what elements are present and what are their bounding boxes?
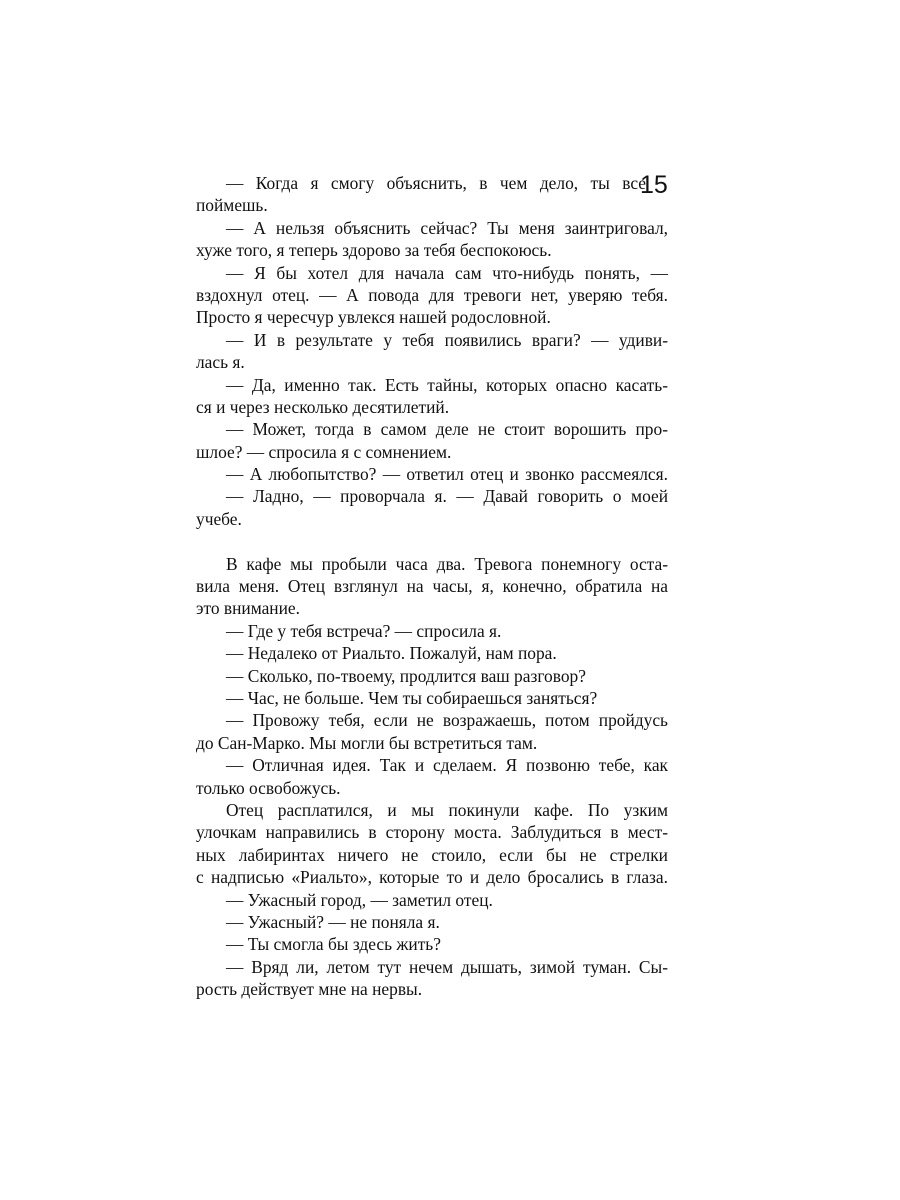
text-line: Отец расплатился, и мы покинули кафе. По узким xyxy=(226,799,668,820)
text-line: — Провожу тебя, если не возражаешь, потом пройдусь xyxy=(226,710,668,731)
text-line: это внимание. xyxy=(196,598,300,619)
text-line: — Вряд ли, летом тут нечем дышать, зимой туман. Сы- xyxy=(226,956,668,977)
text-line: — Ужасный город, — заметил отец. xyxy=(226,889,493,910)
text-line: — Ты смогла бы здесь жить? xyxy=(226,934,441,955)
text-line: только освобожусь. xyxy=(196,777,341,798)
text-line: — Где у тебя встреча? — спросила я. xyxy=(226,620,502,641)
text-line: — Недалеко от Риальто. Пожалуй, нам пора. xyxy=(226,643,557,664)
text-line: шлое? — спросила я с сомнением. xyxy=(196,441,452,462)
text-line: — И в результате у тебя появились враги? — удиви- xyxy=(226,329,668,350)
text-line: до Сан-Марко. Мы могли бы встретиться там. xyxy=(196,732,538,753)
text-line: — Отличная идея. Так и сделаем. Я позвоню тебе, как xyxy=(226,755,668,776)
text-line: — Я бы хотел для начала сам что-нибудь понять, — xyxy=(226,262,668,283)
text-line: рость действует мне на нервы. xyxy=(196,979,423,1000)
text-line: — А любопытство? — ответил отец и звонко рассмеялся. xyxy=(226,464,668,485)
text-line: — Может, тогда в самом деле не стоит ворошить про- xyxy=(226,419,668,440)
section-break xyxy=(196,530,668,552)
text-line: В кафе мы пробыли часа два. Тревога понемногу оста- xyxy=(226,553,668,574)
page-number: 15 xyxy=(640,171,668,199)
text-line: — Сколько, по-твоему, продлится ваш разговор? xyxy=(226,665,586,686)
text-line: вздохнул отец. — А повода для тревоги нет, уверяю тебя. xyxy=(196,284,668,305)
text-line: хуже того, я теперь здорово за тебя беспокоюсь. xyxy=(196,240,552,261)
text-line: ных лабиринтах ничего не стоило, если бы не стрелки xyxy=(196,844,668,865)
text-line: — Да, именно так. Есть тайны, которых опасно касать- xyxy=(226,374,668,395)
text-line: — Когда я смогу объяснить, в чем дело, ты все xyxy=(226,173,646,193)
text-line: — Час, не больше. Чем ты собираешься заняться? xyxy=(226,687,598,708)
text-line: лась я. xyxy=(196,352,245,373)
text-line: учебе. xyxy=(196,508,242,529)
text-line: поймешь. xyxy=(196,195,268,216)
text-line: Просто я чересчур увлекся нашей родословной. xyxy=(196,307,551,328)
book-text xyxy=(196,172,668,1000)
text-line: — А нельзя объяснить сейчас? Ты меня заинтриговал, xyxy=(226,217,668,238)
text-line: улочкам направились в сторону моста. Заблудиться в мест- xyxy=(196,822,668,843)
text-line: вила меня. Отец взглянул на часы, я, конечно, обратила на xyxy=(196,576,668,597)
text-line: — Ужасный? — не поняла я. xyxy=(226,911,440,932)
text-line: ся и через несколько десятилетий. xyxy=(196,396,450,417)
text-line: с надписью «Риальто», которые то и дело бросались в глаза. xyxy=(196,867,668,888)
text-line: — Ладно, — проворчала я. — Давай говорить о моей xyxy=(226,486,668,507)
